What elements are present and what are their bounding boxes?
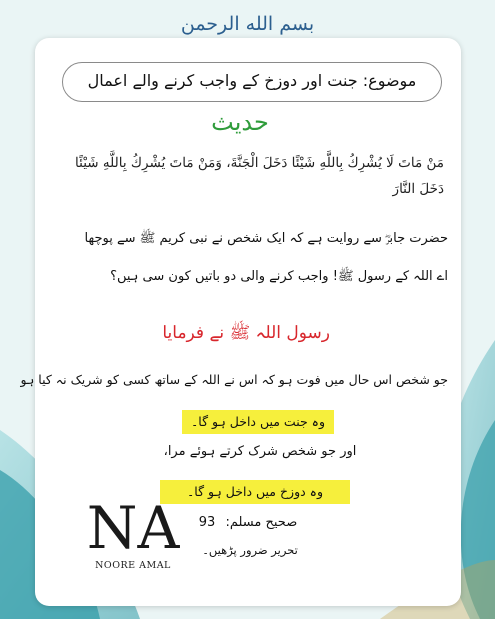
reference-number: 93 bbox=[198, 515, 216, 530]
narration-line-1: حضرت جابرؓ سے روایت ہے کہ ایک شخص نے نبی کریم ﷺ سے پوچھا bbox=[84, 231, 448, 246]
arabic-hadith-text: مَنْ مَاتَ لَا يُشْرِكُ بِاللَّهِ شَيْئًا دَخَلَ الْجَنَّةَ، وَمَنْ مَاتَ يُشْرِكُ بِاللَّهِ شَيْئًا دَخَلَ النَّارَ bbox=[75, 155, 444, 197]
narration-line-2: اے اللہ کے رسول ﷺ! واجب کرنے والی دو باتیں کون سی ہیں؟ bbox=[110, 269, 448, 284]
hadith-heading: حدیث bbox=[211, 108, 269, 136]
answer-line-2: اور جو شخص شرک کرتے ہوئے مرا، bbox=[163, 444, 357, 459]
reference bbox=[188, 512, 308, 534]
read-note: تحریر ضرور پڑھیں۔ bbox=[202, 543, 298, 557]
noore-amal-logo bbox=[86, 492, 180, 564]
highlight-paradise: وہ جنت میں داخل ہو گا۔ bbox=[182, 410, 334, 434]
highlight-hell: وہ دوزخ میں داخل ہو گا۔ bbox=[160, 480, 350, 504]
reference-book: صحیح مسلم: bbox=[225, 515, 298, 530]
logo-name: NOORE AMAL bbox=[95, 560, 171, 571]
logo-monogram: NA bbox=[86, 494, 180, 562]
topic-banner: موضوع: جنت اور دوزخ کے واجب کرنے والے اعمال bbox=[62, 62, 442, 102]
prophet-said-heading: رسول اللہ ﷺ نے فرمایا bbox=[162, 323, 330, 343]
answer-line-1: جو شخص اس حال میں فوت ہو کہ اس نے اللہ کے ساتھ کسی کو شریک نہ کیا ہو bbox=[20, 372, 448, 387]
bismillah-calligraphy: بسم الله الرحمن bbox=[180, 13, 315, 35]
